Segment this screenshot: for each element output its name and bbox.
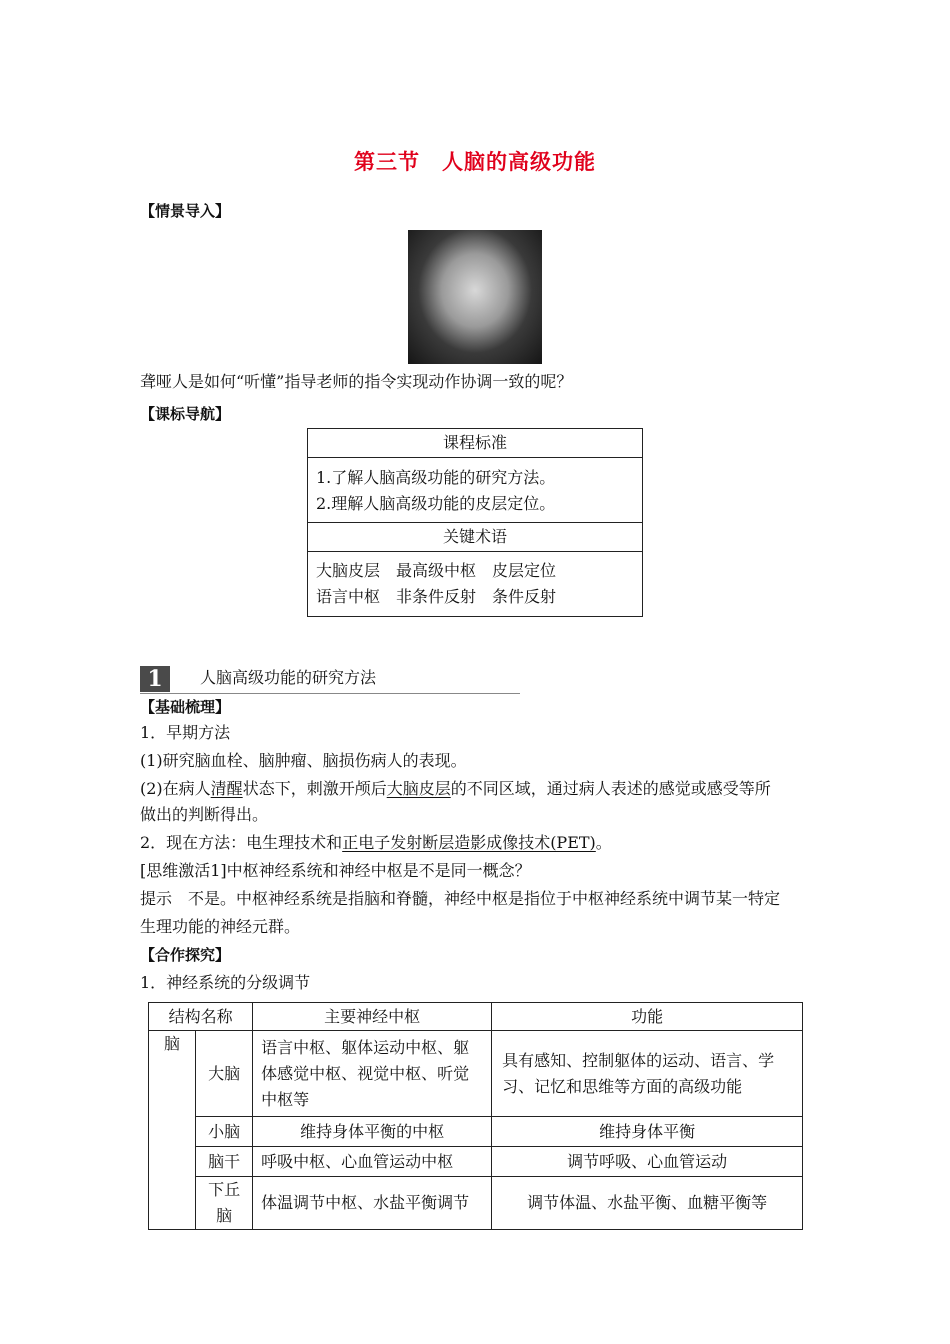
section-intro-heading: 【情景导入】 [140,202,231,220]
hint-line: 提示 不是。中枢神经系统是指脑和脊髓，神经中枢是指位于中枢神经系统中调节某一特定 [140,889,781,908]
key-terms [308,552,643,617]
basics-line: 做出的判断得出。 [140,805,269,824]
explore-line: 1．神经系统的分级调节 [140,973,311,992]
standards-heading: 课程标准 [308,429,643,458]
table-cell-brain: 脑 [149,1031,196,1230]
basics-line: (1)研究脑血栓、脑肿瘤、脑损伤病人的表现。 [140,751,467,770]
standards-item: 1.了解人脑高级功能的研究方法。 [316,468,556,487]
part-number-badge: 1 [140,666,170,692]
hint-line: 生理功能的神经元群。 [140,917,301,936]
table-cell: 呼吸中枢、心血管运动中枢 [253,1147,492,1177]
basics-line: 2．现在方法：电生理技术和正电子发射断层造影成像技术(PET)。 [140,833,612,852]
nervous-system-table [148,1002,803,1230]
section-basics-heading: 【基础梳理】 [140,698,231,716]
table-cell: 具有感知、控制躯体的运动、语言、学习、记忆和思维等方面的高级功能 [492,1031,803,1117]
page-title: 第三节 人脑的高级功能 [354,150,596,174]
basics-line: (2)在病人清醒状态下，刺激开颅后大脑皮层的不同区域，通过病人表述的感觉或感受等所 [140,779,771,798]
table-cell: 调节呼吸、心血管运动 [492,1147,803,1177]
standards-items [308,458,643,523]
table-cell: 脑干 [196,1147,253,1177]
intro-question: 聋哑人是如何“听懂”指导老师的指令实现动作协调一致的呢？ [140,372,573,391]
table-cell: 维持身体平衡 [492,1117,803,1147]
dance-photo [408,230,542,364]
blank-answer: 大脑皮层 [386,779,451,798]
table-cell: 体温调节中枢、水盐平衡调节 [253,1177,492,1230]
key-terms-row: 大脑皮层 最高级中枢 皮层定位 [316,561,557,580]
standards-box [307,428,643,617]
table-header: 功能 [492,1003,803,1031]
table-cell: 维持身体平衡的中枢 [253,1117,492,1147]
blank-answer: 正电子发射断层造影成像技术(PET) [342,833,596,852]
key-terms-heading: 关键术语 [308,523,643,552]
table-header: 主要神经中枢 [253,1003,492,1031]
table-header: 结构名称 [149,1003,253,1031]
basics-line: 1．早期方法 [140,723,231,742]
section-explore-heading: 【合作探究】 [140,946,231,964]
table-cell: 大脑 [196,1031,253,1117]
part-divider [140,693,520,694]
standards-item: 2.理解人脑高级功能的皮层定位。 [316,494,556,513]
table-cell: 调节体温、水盐平衡、血糖平衡等 [492,1177,803,1230]
section-curriculum-heading: 【课标导航】 [140,405,231,423]
part-title: 人脑高级功能的研究方法 [200,668,377,687]
thinking-prompt: [思维激活1]中枢神经系统和神经中枢是不是同一概念？ [140,861,531,880]
table-cell: 语言中枢、躯体运动中枢、躯体感觉中枢、视觉中枢、听觉中枢等 [253,1031,492,1117]
table-cell: 小脑 [196,1117,253,1147]
key-terms-row: 语言中枢 非条件反射 条件反射 [316,587,557,606]
table-cell: 下丘脑 [196,1177,253,1230]
blank-answer: 清醒 [210,779,243,798]
